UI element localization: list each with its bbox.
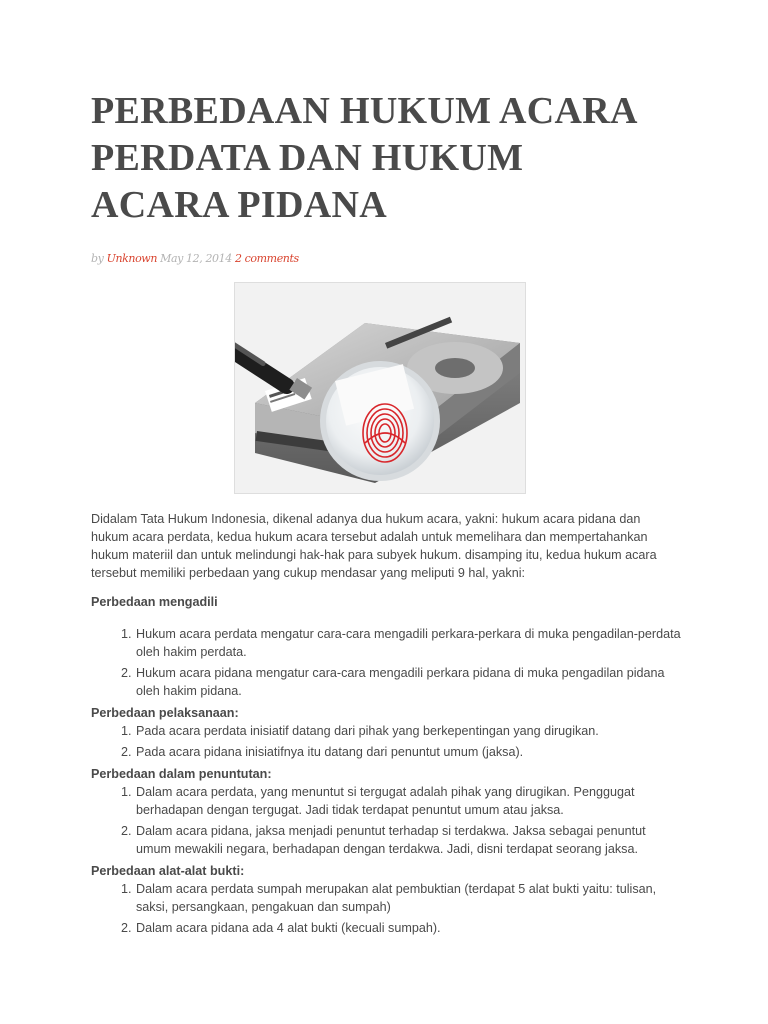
post-body: [91, 510, 681, 941]
list-item: 1. Dalam acara perdata sumpah merupakan alat pembuktian (terdapat 5 alat bukti yaitu: tulisan, saksi, persangkaan, pengakuan dan sumpah): [135, 880, 681, 916]
section-heading-mengadili: Perbedaan mengadili: [91, 595, 218, 609]
list-item: 2. Dalam acara pidana, jaksa menjadi penuntut terhadap si terdakwa. Jaksa sebagai penuntut umum mewakili negara, berhadapan dengan terdakwa. Jadi, disni terdapat seorang jaksa.: [135, 822, 681, 858]
post-title-line-2: PERDATA DAN HUKUM: [91, 137, 524, 179]
list-item: 2. Dalam acara pidana ada 4 alat bukti (kecuali sumpah).: [135, 919, 681, 937]
list-pelaksanaan: [91, 722, 681, 761]
intro-paragraph: Didalam Tata Hukum Indonesia, dikenal adanya dua hukum acara, yakni: hukum acara pidana dan hukum acara perdata, kedua hukum acara tersebut adalah untuk memelihara dan mempertahankan hukum materiil dan untuk melindungi hak-hak para subyek hukum. disamping itu, kedua hukum acara tersebut memiliki perbedaan yang cukup mendasar yang meliputi 9 hal, yakni:: [91, 512, 657, 580]
post-date: May 12, 2014: [160, 252, 232, 265]
author-link[interactable]: Unknown: [106, 252, 158, 265]
list-item: 2. Hukum acara pidana mengatur cara-cara mengadili perkara pidana di muka pengadilan pidana oleh hakim pidana.: [135, 664, 681, 700]
section-heading-alat-bukti: Perbedaan alat-alat bukti:: [91, 864, 245, 878]
section-heading-penuntutan: Perbedaan dalam penuntutan:: [91, 767, 272, 781]
list-item: 1. Hukum acara perdata mengatur cara-cara mengadili perkara-perkara di muka pengadilan-perdata oleh hakim perdata.: [135, 625, 681, 661]
list-item: 1. Pada acara perdata inisiatif datang dari pihak yang berkepentingan yang dirugikan.: [135, 722, 681, 740]
post-meta: [91, 252, 299, 265]
fingerprint-magnifier-illustration: [235, 283, 525, 493]
list-mengadili: [91, 625, 681, 700]
post-image: [234, 282, 526, 494]
list-item: 2. Pada acara pidana inisiatifnya itu datang dari penuntut umum (jaksa).: [135, 743, 681, 761]
list-penuntutan: [91, 783, 681, 858]
post-title: [91, 88, 691, 229]
comments-link[interactable]: 2 comments: [234, 252, 299, 265]
post-title-line-3: ACARA PIDANA: [91, 184, 387, 226]
section-heading-pelaksanaan: Perbedaan pelaksanaan:: [91, 706, 239, 720]
post-title-line-1: PERBEDAAN HUKUM ACARA: [91, 90, 638, 132]
list-alat-bukti: [91, 880, 681, 937]
meta-by-label: by: [91, 252, 104, 265]
list-item: 1. Dalam acara perdata, yang menuntut si tergugat adalah pihak yang dirugikan. Penggugat berhadapan dengan tergugat. Jadi tidak terdapat penuntut umum atau jaksa.: [135, 783, 681, 819]
